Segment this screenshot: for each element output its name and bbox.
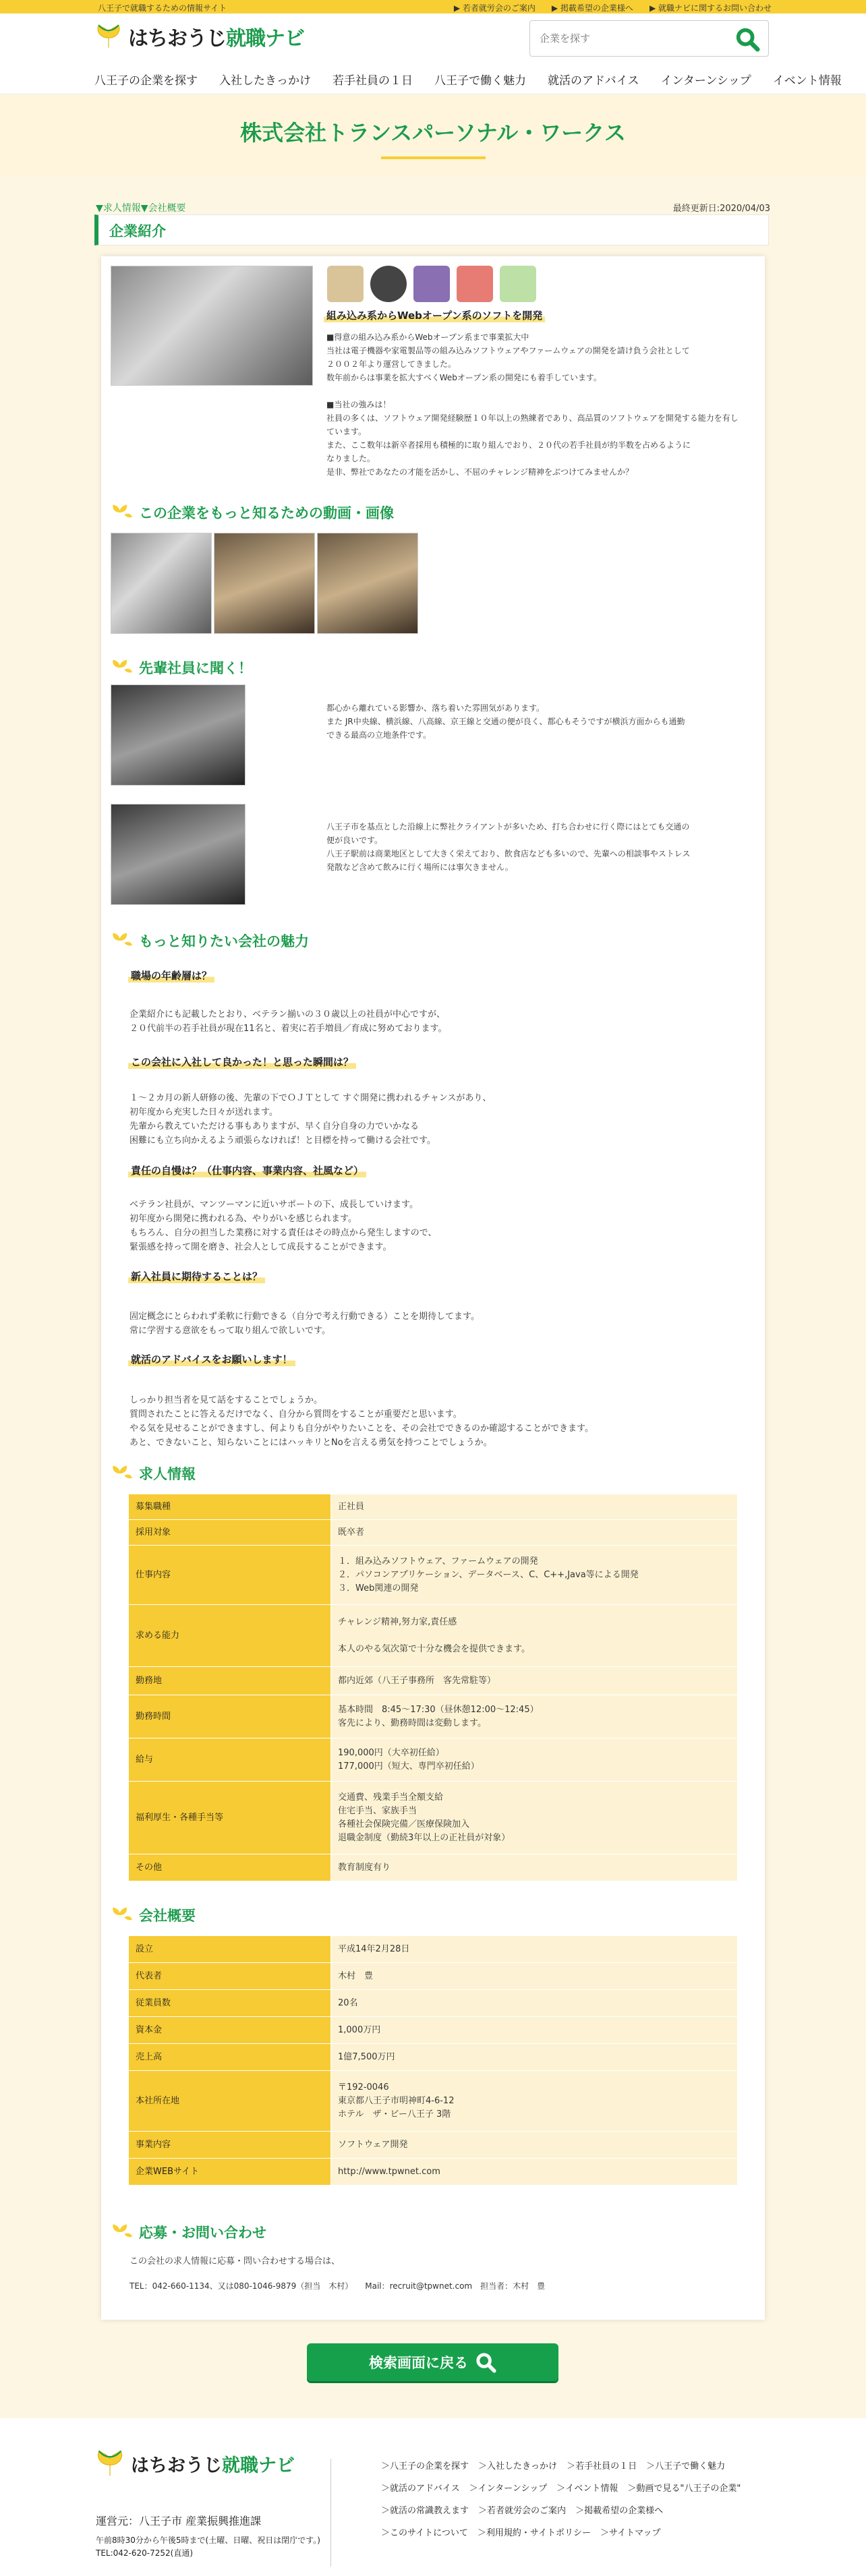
charm-a5: しっかり担当者を見て話をすることでしょうか。 質問されたことに答えるだけでなく、自分から質問をすることが重要だと思います。 やる気を見せることができますし、何よりも自分がやりたいことを、その会社でできるのか確認することができます。 あと、できないこと、知らないことにはハッキリとNoを言える勇気を持つことでしょうか。 <box>129 1395 594 1448</box>
jobs-heading: 求人情報 <box>111 1463 196 1484</box>
footer-link[interactable]: ＞就活のアドバイス <box>381 2484 460 2494</box>
search-icon[interactable] <box>734 26 760 52</box>
company-heading: 会社概要 <box>111 1905 196 1925</box>
top-link-youth[interactable]: ▶ 若者就労会のご案内 <box>453 3 536 13</box>
money-icon <box>327 266 364 302</box>
footer-logo[interactable]: はちおうじ就職ナビ <box>94 2448 295 2479</box>
feature-icons <box>327 266 536 302</box>
table-row: 採用対象 既卒者 <box>129 1520 738 1546</box>
table-row: 仕事内容 １．組み込みソフトウェア、ファームウェアの開発 ２．パソコンアプリケーション、データベース、C、C++,Java等による開発 ３．Web関連の開発 <box>129 1546 738 1605</box>
celebration-icon <box>500 266 536 302</box>
table-row: 従業員数 20名 <box>129 1990 738 2017</box>
ginkgo-leaf-icon <box>94 2448 125 2479</box>
contact-line-2: TEL：042-660-1134、又は080-1046-9879（担当 木村） Mail：recruit@tpwnet.com 担当者：木村 豊 <box>129 2281 546 2291</box>
ginkgo-leaf-icon <box>111 1905 134 1925</box>
search-input[interactable] <box>530 32 726 45</box>
charm-a3: ベテラン社員が、マンツーマンに近いサポートの下、成長していけます。 初年度から開発に携われる為、やりがいを感じられます。 もちろん、自分の担当した業務に対する責任はその時点から発生しますので、 緊張感を持って開を磨き、社会人として成長することができます。 <box>129 1200 437 1252</box>
title-underline <box>381 156 486 159</box>
back-to-search-button[interactable]: 検索画面に戻る <box>307 2343 558 2381</box>
footer-link[interactable]: ＞利用規約・サイトポリシー <box>477 2528 591 2538</box>
footer-divider <box>330 2459 331 2567</box>
charm-q5: 就活のアドバイスをお願いします！ <box>128 1352 295 1366</box>
hero <box>0 94 866 175</box>
footer-link[interactable]: ＞このサイトについて <box>381 2528 468 2538</box>
contact-line-1: この会社の求人情報に応募・問い合わせする場合は、 <box>129 2256 341 2266</box>
charm-a4: 固定概念にとらわれず柔軟に行動できる（自分で考え行動できる）ことを期待してます。 常に学習する意欲をもって取り組んで欲しいです。 <box>129 1312 480 1336</box>
company-table <box>128 1935 738 2186</box>
footer-link[interactable]: ＞掲載希望の企業様へ <box>575 2506 664 2516</box>
footer-hours: 午前8時30分から午後5時まで(土曜、日曜、祝日は閉庁です。) TEL:042-620-7252(直通) <box>96 2536 320 2558</box>
table-row: 売上高 1億7,500万円 <box>129 2044 738 2071</box>
table-row: 給与 190,000円（大卒初任給） 177,000円（短大、専門卒初任給） <box>129 1738 738 1782</box>
nav-advice[interactable]: 就活のアドバイス <box>548 74 639 88</box>
section-title: 企業紹介 <box>94 214 769 245</box>
ginkgo-leaf-icon <box>111 657 134 678</box>
footer-link[interactable]: ＞サイトマップ <box>600 2528 661 2538</box>
table-row: 求める能力 チャレンジ精神,努力家,責任感 本人のやる気次第で十分な機会を提供できます。 <box>129 1605 738 1667</box>
ginkgo-leaf-icon <box>111 931 134 951</box>
calendar-icon <box>457 266 493 302</box>
top-bar <box>0 0 866 13</box>
charm-heading: もっと知りたい会社の魅力 <box>111 931 309 951</box>
search-icon <box>475 2351 496 2373</box>
company-title: 株式会社トランスパーソナル・ワークス <box>240 120 626 146</box>
senior-comment-2: 八王子市を基点とした沿線上に弊社クライアントが多いため、打ち合わせに行く際にはとても交通の 便が良いです。 八王子駅前は商業地区として大きく栄えており、飲食店なども多いので、先輩への相談事やストレス 発散など含めて飲みに行く場所には事欠きません。 <box>326 822 691 872</box>
senior-photo-1 <box>111 684 246 786</box>
seniors-heading: 先輩社員に聞く！ <box>111 657 252 678</box>
nav-reason[interactable]: 入社したきっかけ <box>219 74 311 88</box>
table-row: 本社所在地 〒192-0046 東京都八王子市明神町4-6-12 ホテル ザ・ビー八王子 3階 <box>129 2071 738 2132</box>
ginkgo-leaf-icon <box>111 1463 134 1484</box>
people-icon <box>413 266 450 302</box>
senior-comment-1: 都心から離れている影響か、落ち着いた雰囲気があります。 また JR中央線、横浜線、八高線、京王線と交通の便が良く、都心もそうですが横浜方面からも通勤 できる最高の立地条件です。 <box>326 703 685 740</box>
footer-link[interactable]: ＞若手社員の１日 <box>567 2461 637 2471</box>
nav-appeal[interactable]: 八王子で働く魅力 <box>434 74 526 88</box>
table-row: 勤務時間 基本時間 8:45～17:30（昼休憩12:00～12:45） 客先により、勤務時間は変動します。 <box>129 1695 738 1738</box>
nav-day[interactable]: 若手社員の１日 <box>333 74 413 88</box>
footer-link[interactable]: ＞入社したきっかけ <box>478 2461 558 2471</box>
footer-link[interactable]: ＞八王子で働く魅力 <box>646 2461 726 2471</box>
main-nav <box>94 71 842 88</box>
ginkgo-leaf-icon <box>111 2222 134 2242</box>
site-tagline: 八王子で就職するための情報サイト <box>98 3 227 13</box>
table-row: 事業内容 ソフトウェア開発 <box>129 2132 738 2159</box>
staff-group-photo <box>111 266 313 386</box>
footer-link[interactable]: ＞八王子の企業を探す <box>381 2461 469 2471</box>
footer <box>0 2418 866 2576</box>
charm-q4: 新入社員に期待することは？ <box>128 1269 265 1283</box>
charm-q3: 責任の自慢は？（仕事内容、事業内容、社風など） <box>128 1163 366 1177</box>
table-row: 代表者 木村 豊 <box>129 1963 738 1990</box>
search-box <box>529 20 769 57</box>
jobs-table <box>128 1494 738 1881</box>
charm-a1: 企業紹介にも記載したとおり、ベテラン揃いの３０歳以上の社員が中心ですが、 ２０代前半の若手社員が現在11名と、着実に若手増員／育成に努めております。 <box>129 1009 447 1034</box>
intro-body: ■得意の組み込み系からWebオープン系まで事業拡大中 当社は電子機器や家電製品等の組み込みソフトウェアやファームウェアの開発を請け負う会社として ２００２年より運営してきました。 数年前からは事業を拡大すべくWebオープン系の開発にも着手しています。 ■当社の強みは！ 社員の多くは、ソフトウェア開発経験歴１０年以上の熟練者であり、高品質のソフトウェアを開発する能力を有しています。 また、ここ数年は新卒者採用も積極的に取り組んでおり、２０代の若手社員が約半数を占めるように なりました。 是非、弊社であなたの才能を活かし、不屈のチャレンジ精神をぶつけてみませんか？ <box>326 332 739 477</box>
table-row: 福利厚生・各種手当等 交通費、残業手当全額支給 住宅手当、家族手当 各種社会保険完備／医療保険加入 退職金制度（勤続3年以上の正社員が対象） <box>129 1782 738 1854</box>
media-heading: この企業をもっと知るための動画・画像 <box>111 502 394 523</box>
company-card <box>101 256 765 2320</box>
footer-link[interactable]: ＞若者就労会のご案内 <box>478 2506 567 2516</box>
footer-links <box>381 2459 759 2538</box>
footer-link[interactable]: ＞イベント情報 <box>556 2484 618 2494</box>
footer-link[interactable]: ＞就活の常識教えます <box>381 2506 469 2516</box>
top-link-employers[interactable]: ▶ 掲載希望の企業様へ <box>551 3 633 13</box>
table-row: 勤務地 都内近郊（八王子事務所 客先常駐等） <box>129 1667 738 1695</box>
media-photo-1[interactable] <box>111 533 212 634</box>
footer-link[interactable]: ＞インターンシップ <box>469 2484 548 2494</box>
charm-q1: 職場の年齢層は？ <box>128 968 214 983</box>
ginkgo-leaf-icon <box>111 502 134 523</box>
site-logo[interactable]: はちおうじ就職ナビ <box>94 22 304 51</box>
footer-link[interactable]: ＞動画で見る"八王子の企業" <box>627 2484 741 2494</box>
nav-internship[interactable]: インターンシップ <box>660 74 751 88</box>
media-photo-3[interactable] <box>317 533 418 634</box>
table-row: 企業WEBサイト http://www.tpwnet.com <box>129 2159 738 2186</box>
nav-find-companies[interactable]: 八王子の企業を探す <box>94 74 198 88</box>
top-link-contact[interactable]: ▶ 就職ナビに関するお問い合わせ <box>649 3 772 13</box>
table-row: その他 教育制度有り <box>129 1854 738 1881</box>
media-photo-2[interactable] <box>214 533 315 634</box>
nav-events[interactable]: イベント情報 <box>772 74 842 88</box>
charm-a2: １～２カ月の新人研修の後、先輩の下でＯＪＴとして すぐ開発に携われるチャンスがあり、 初年度から充実した日々が送れます。 先輩から教えていただける事もありますが、早く自分自身の力でいかなる 困難にも立ち向かえるよう頑張らなければ！と目標を持って働ける会社です。 <box>129 1093 492 1146</box>
contact-heading: 応募・お問い合わせ <box>111 2222 266 2242</box>
ginkgo-leaf-icon <box>94 22 123 51</box>
table-row: 設立 平成14年2月28日 <box>129 1936 738 1963</box>
intro-headline: 組み込み系からWebオープン系のソフトを開発 <box>324 308 545 322</box>
table-row: 募集職種 正社員 <box>129 1494 738 1520</box>
header <box>0 13 866 94</box>
footer-operator: 運営元：八王子市 産業振興推進課 <box>96 2515 262 2527</box>
last-updated: 最終更新日:2020/04/03 <box>672 204 770 214</box>
magnifier-icon <box>370 266 407 302</box>
top-links <box>454 2 772 13</box>
charm-q2: この会社に入社して良かった！と思った瞬間は？ <box>128 1055 356 1069</box>
table-row: 資本金 1,000万円 <box>129 2017 738 2044</box>
breadcrumb[interactable]: ▼求人情報▼会社概要 <box>96 203 186 214</box>
senior-photo-2 <box>111 804 246 905</box>
company-website-link[interactable]: http://www.tpwnet.com <box>331 2159 738 2186</box>
